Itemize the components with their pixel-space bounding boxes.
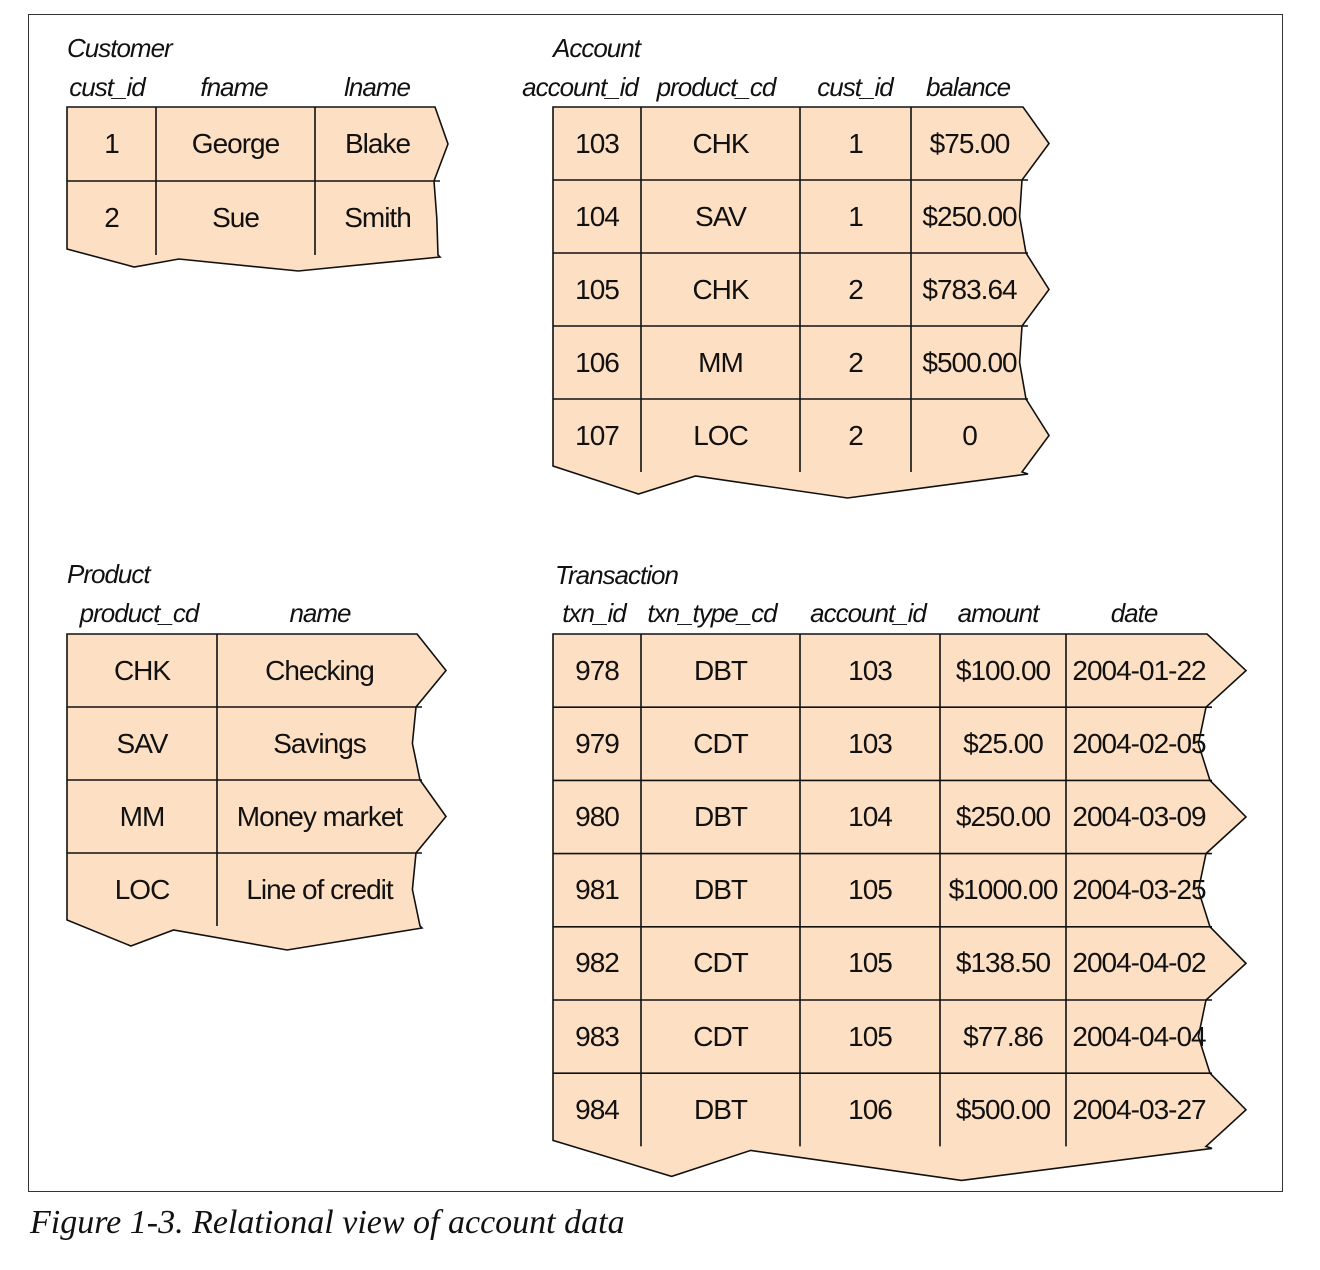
table-cell: $250.00	[922, 200, 1017, 232]
table-cell: 0	[962, 419, 977, 451]
table-cell: CHK	[692, 273, 749, 305]
table-title: Transaction	[555, 560, 678, 590]
table-cell: MM	[119, 800, 165, 832]
table-cell: 2	[104, 202, 119, 233]
table-cell: 103	[848, 654, 892, 686]
table-cell: 1	[104, 128, 119, 159]
table-cell: 103	[575, 127, 619, 159]
table-cell: LOC	[693, 419, 748, 451]
table-cell: 105	[848, 947, 892, 979]
table-cell: SAV	[695, 200, 746, 232]
table-cell: CDT	[693, 1020, 748, 1052]
table-cell: DBT	[694, 1093, 747, 1125]
table-cell: 1	[848, 127, 863, 159]
table-cell: 104	[848, 801, 892, 832]
table-cell: $250.00	[955, 801, 1051, 832]
column-header: amount	[957, 598, 1039, 628]
table-cell: 105	[848, 1020, 892, 1052]
table-cell: $783.64	[922, 273, 1017, 305]
table-cell: 2004-04-02	[1072, 947, 1206, 979]
table-cell: LOC	[114, 873, 170, 905]
table-cell: Sue	[212, 202, 259, 233]
column-header: txn_id	[562, 598, 626, 628]
column-header: txn_type_cd	[647, 598, 777, 628]
table-cell: CHK	[692, 127, 749, 159]
table-cell: George	[191, 128, 280, 159]
table-cell: DBT	[694, 654, 747, 686]
table-cell: $138.50	[955, 947, 1051, 979]
table-cell: Line of credit	[246, 873, 393, 905]
table-cell: 105	[848, 874, 892, 906]
column-header: name	[289, 598, 351, 628]
table-cell: 104	[575, 200, 619, 232]
table-cell: 982	[575, 947, 619, 979]
table-cell: 2	[848, 273, 863, 305]
table-cell: 979	[575, 727, 619, 759]
table-cell: 2004-03-09	[1072, 801, 1206, 832]
table-cell: 106	[575, 346, 619, 378]
table-cell: Smith	[344, 202, 411, 233]
figure-caption: Figure 1-3. Relational view of account data	[30, 1204, 625, 1241]
table-cell: 105	[575, 273, 619, 305]
table-cell: $1000.00	[948, 874, 1058, 906]
table-title: Product	[67, 559, 150, 589]
table-cell: 981	[575, 874, 619, 906]
table-cell: $25.00	[963, 727, 1043, 759]
table-cell: Blake	[344, 128, 411, 159]
table-cell: Money market	[236, 800, 403, 832]
table-cell: DBT	[694, 874, 747, 906]
column-header: fname	[200, 72, 268, 102]
table-cell: 2004-01-22	[1072, 654, 1206, 686]
column-header: lname	[344, 72, 410, 102]
table-cell: CHK	[113, 654, 171, 686]
table-cell: $77.86	[963, 1020, 1043, 1052]
table-cell: 2004-02-05	[1072, 727, 1206, 759]
column-header: cust_id	[69, 72, 145, 102]
table-cell: Checking	[265, 654, 374, 686]
table-cell: $100.00	[955, 654, 1051, 686]
table-cell: Savings	[273, 727, 366, 759]
column-header: product_cd	[79, 598, 199, 628]
table-cell: 2	[848, 419, 863, 451]
table-title: Account	[553, 33, 640, 63]
table-cell: 978	[575, 654, 619, 686]
column-header: date	[1110, 598, 1158, 628]
table-cell: 106	[848, 1093, 892, 1125]
table-cell: DBT	[694, 801, 747, 832]
table-cell: $500.00	[955, 1093, 1051, 1125]
table-cell: 2004-03-25	[1072, 874, 1206, 906]
table-cell: 1	[848, 200, 863, 232]
table-cell: 2	[848, 346, 863, 378]
table-cell: MM	[698, 346, 743, 378]
table-cell: CDT	[693, 727, 748, 759]
column-header: balance	[925, 72, 1011, 102]
table-cell: 103	[848, 727, 892, 759]
table-cell: CDT	[693, 947, 748, 979]
table-cell: 983	[575, 1020, 619, 1052]
table-title: Customer	[67, 33, 172, 63]
column-header: cust_id	[817, 72, 893, 102]
table-cell: 980	[575, 801, 619, 832]
column-header: account_id	[522, 72, 638, 102]
column-header: product_cd	[656, 72, 776, 102]
table-cell: 2004-03-27	[1072, 1093, 1206, 1125]
table-cell: 2004-04-04	[1072, 1020, 1206, 1052]
table-cell: $500.00	[922, 346, 1017, 378]
table-cell: 984	[575, 1093, 619, 1125]
table-cell: SAV	[116, 727, 168, 759]
table-cell: $75.00	[929, 127, 1010, 159]
column-header: account_id	[810, 598, 926, 628]
table-cell: 107	[575, 419, 619, 451]
